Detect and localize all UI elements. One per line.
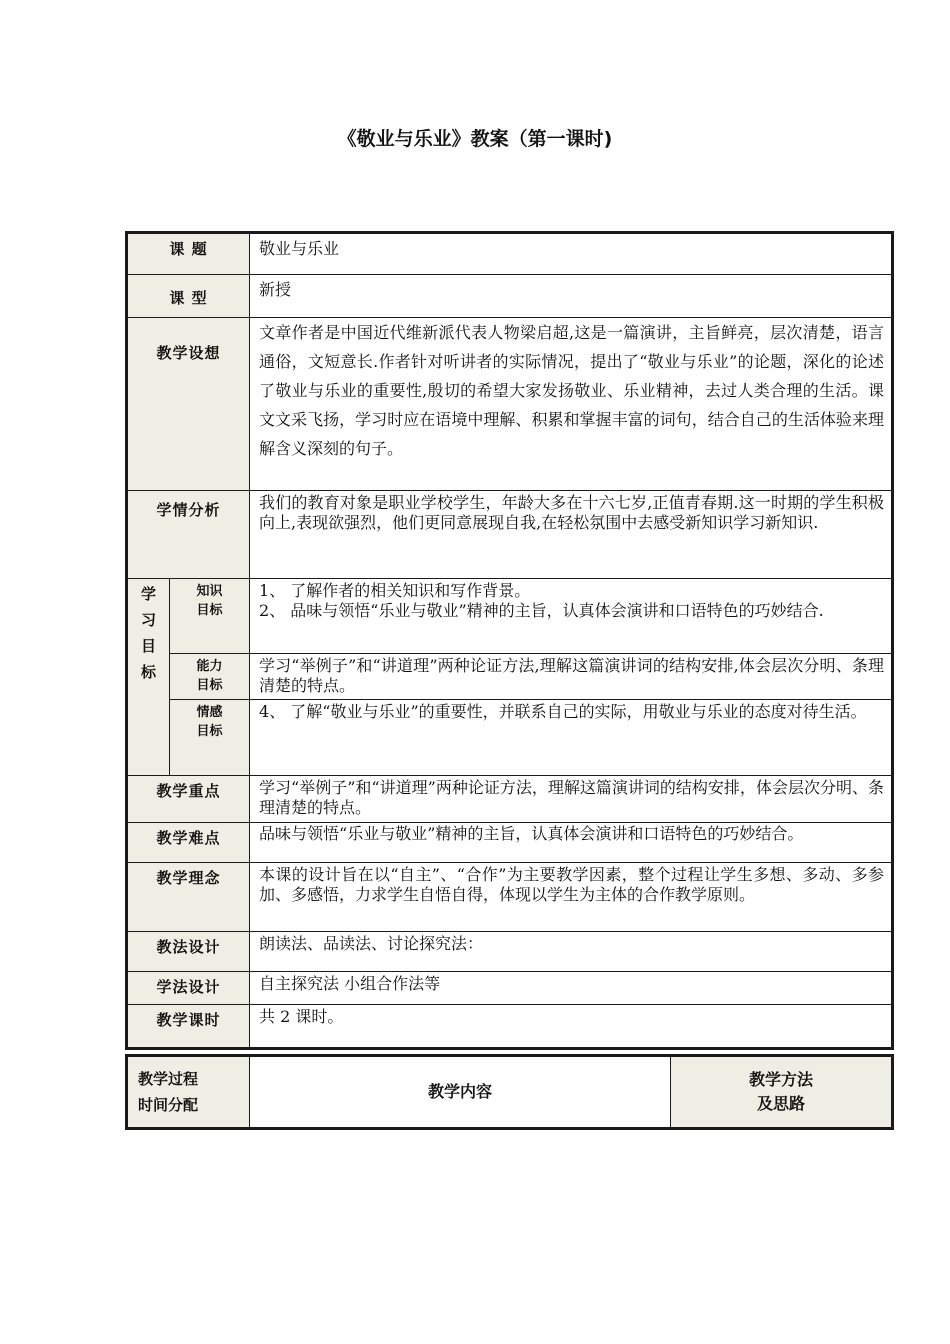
label-learning-method: 学法设计 [128,972,250,1005]
header-line: 教学方法 [748,1070,813,1089]
header-line: 及思路 [756,1094,805,1113]
label-emotion-goal [170,700,250,776]
process-header-table [125,1054,894,1130]
value-ability-goal: 学习“举例子”和“讲道理”两种论证方法,理解这篇演讲词的结构安排,体会层次分明、条理清楚的特点。 [250,654,892,700]
row-goal-emotion [128,700,892,776]
label-goals [128,579,170,776]
value-hours: 共 2 课时。 [250,1005,892,1048]
label-hours: 教学课时 [128,1005,250,1048]
label-line: 情感 [196,705,223,720]
knowledge-item: 1、 了解作者的相关知识和写作背景。 [259,581,531,600]
page-title: 《敬业与乐业》教案（第一课时) [337,128,613,150]
value-learning-method: 自主探究法 小组合作法等 [250,972,892,1005]
label-analysis: 学情分析 [128,491,250,579]
row-concept [128,863,892,932]
value-teaching-method: 朗读法、品读法、讨论探究法： [250,932,892,972]
row-design [128,318,892,491]
row-learning-method [128,972,892,1005]
label-goals-char: 习 [140,611,156,629]
value-analysis: 我们的教育对象是职业学校学生，年龄大多在十六七岁,正值青春期.这一时期的学生积极向上,表现欲强烈，他们更同意展现自我,在轻松氛围中去感受新知识学习新知识. [250,491,892,579]
header-method [671,1057,892,1128]
row-goal-knowledge [128,579,892,654]
label-ability-goal [170,654,250,700]
label-goals-char: 目 [140,637,156,655]
row-topic [128,234,892,275]
label-goals-char: 学 [140,585,156,603]
label-concept: 教学理念 [128,863,250,932]
label-line: 目标 [196,678,223,693]
label-line: 目标 [196,724,223,739]
header-process-time [128,1057,250,1128]
label-goals-char: 标 [140,663,156,681]
row-teaching-method [128,932,892,972]
label-topic: 课 题 [128,234,250,275]
row-difficulty [128,823,892,863]
row-key [128,776,892,823]
value-emotion-goal: 4、 了解“敬业与乐业”的重要性，并联系自己的实际，用敬业与乐业的态度对待生活。 [250,700,892,776]
row-goal-ability [128,654,892,700]
value-topic: 敬业与乐业 [250,234,892,275]
value-design: 文章作者是中国近代维新派代表人物梁启超,这是一篇演讲，主旨鲜亮，层次清楚，语言通俗，文短意长.作者针对听讲者的实际情况，提出了“敬业与乐业”的论题，深化的论述了敬业与乐业的重要性,殷切的希望大家发扬敬业、乐业精神，去过人类合理的生活。课文文采飞扬，学习时应在语境中理解、积累和掌握丰富的词句，结合自己的生活体验来理解含义深刻的句子。 [250,318,892,491]
label-key: 教学重点 [128,776,250,823]
label-line: 目标 [196,603,223,618]
label-knowledge-goal [170,579,250,654]
label-line: 知识 [196,584,223,599]
value-type: 新授 [250,275,892,318]
header-line: 教学过程 [138,1070,199,1088]
label-design: 教学设想 [128,318,250,491]
label-teaching-method: 教法设计 [128,932,250,972]
header-line: 时间分配 [138,1096,199,1114]
row-analysis [128,491,892,579]
knowledge-item: 2、 品味与领悟“乐业与敬业”精神的主旨，认真体会演讲和口语特色的巧妙结合. [259,601,824,620]
label-type: 课 型 [128,275,250,318]
lesson-plan-table [125,231,894,1050]
value-concept: 本课的设计旨在以“自主”、“合作”为主要教学因素，整个过程让学生多想、多动、多参加、多感悟，力求学生自悟自得，体现以学生为主体的合作教学原则。 [250,863,892,932]
label-difficulty: 教学难点 [128,823,250,863]
row-hours [128,1005,892,1048]
header-content: 教学内容 [250,1057,671,1128]
value-knowledge-goal [250,579,892,654]
value-key: 学习“举例子”和“讲道理”两种论证方法，理解这篇演讲词的结构安排，体会层次分明、条理清楚的特点。 [250,776,892,823]
value-difficulty: 品味与领悟“乐业与敬业”精神的主旨，认真体会演讲和口语特色的巧妙结合。 [250,823,892,863]
row-type [128,275,892,318]
label-line: 能力 [196,659,223,674]
